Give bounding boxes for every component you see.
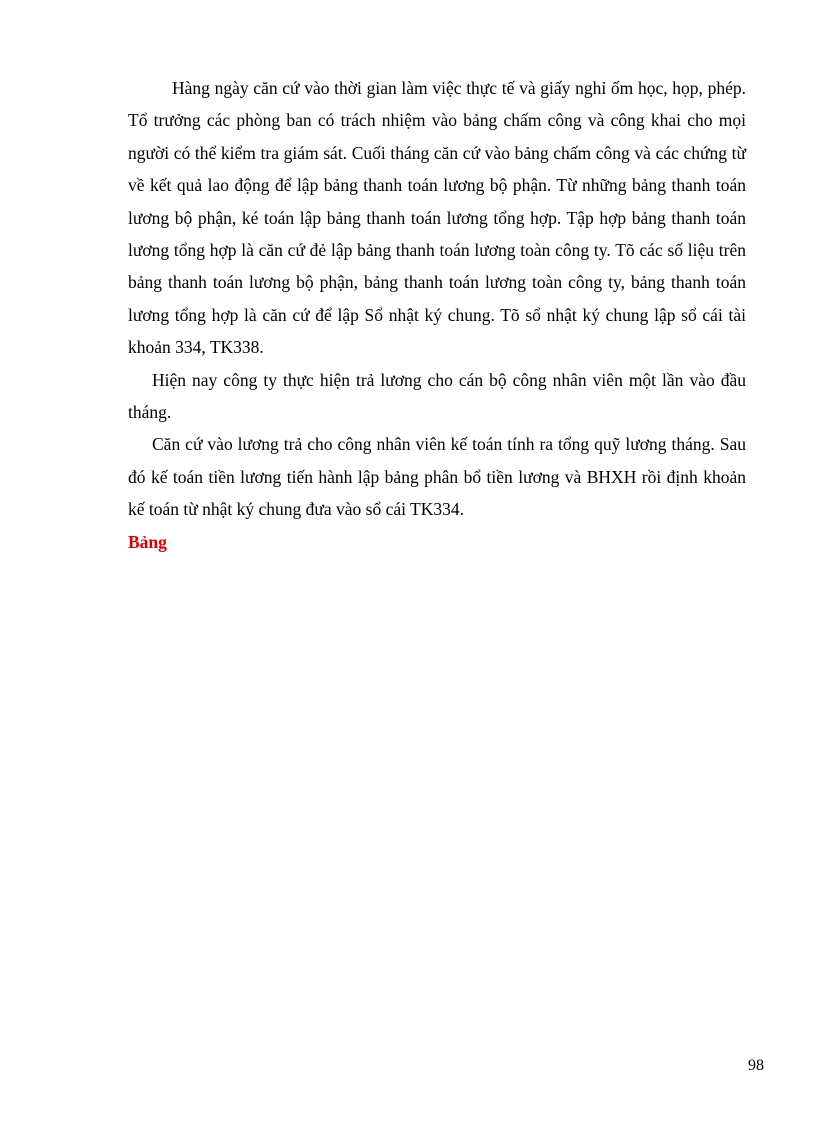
table-caption: Bảng xyxy=(128,531,167,552)
paragraph-salary-allocation: Căn cứ vào lương trả cho công nhân viên kế toán tính ra tổng quỹ lương tháng. Sau đó kế toán tiền lương tiến hành lập bảng phân bổ tiền lương và BHXH rồi định khoản kế toán từ nhật ký chung đưa vào sổ cái TK334. xyxy=(128,434,746,520)
paragraph-payment-schedule: Hiện nay công ty thực hiện trả lương cho cán bộ công nhân viên một lần vào đầu tháng. xyxy=(128,369,746,423)
page-body xyxy=(128,72,746,558)
paragraph-timekeeping: Hàng ngày căn cứ vào thời gian làm việc thực tế và giấy nghỉ ốm học, họp, phép. Tổ trưởng các phòng ban có trách nhiệm vào bảng chấm công và công khai cho mọi người có thể kiểm tra giám sát. Cuối tháng căn cứ vào bảng chấm công và các chứng từ về kết quả lao động để lập bảng thanh toán lương bộ phận. Từ những bảng thanh toán lương bộ phận, ké toán lập bảng thanh toán lương tổng hợp. Tập hợp bảng thanh toán lương tổng hợp là căn cứ đẻ lập bảng thanh toán lương toàn công ty. Tõ các số liệu trên bảng thanh toán lương bộ phận, bảng thanh toán lương toàn công ty, bảng thanh toán lương tổng hợp là căn cứ để lập Sổ nhật ký chung. Tõ sổ nhật ký chung lập sổ cái tài khoản 334, TK338. xyxy=(128,78,746,358)
page-number: 98 xyxy=(748,1057,764,1074)
